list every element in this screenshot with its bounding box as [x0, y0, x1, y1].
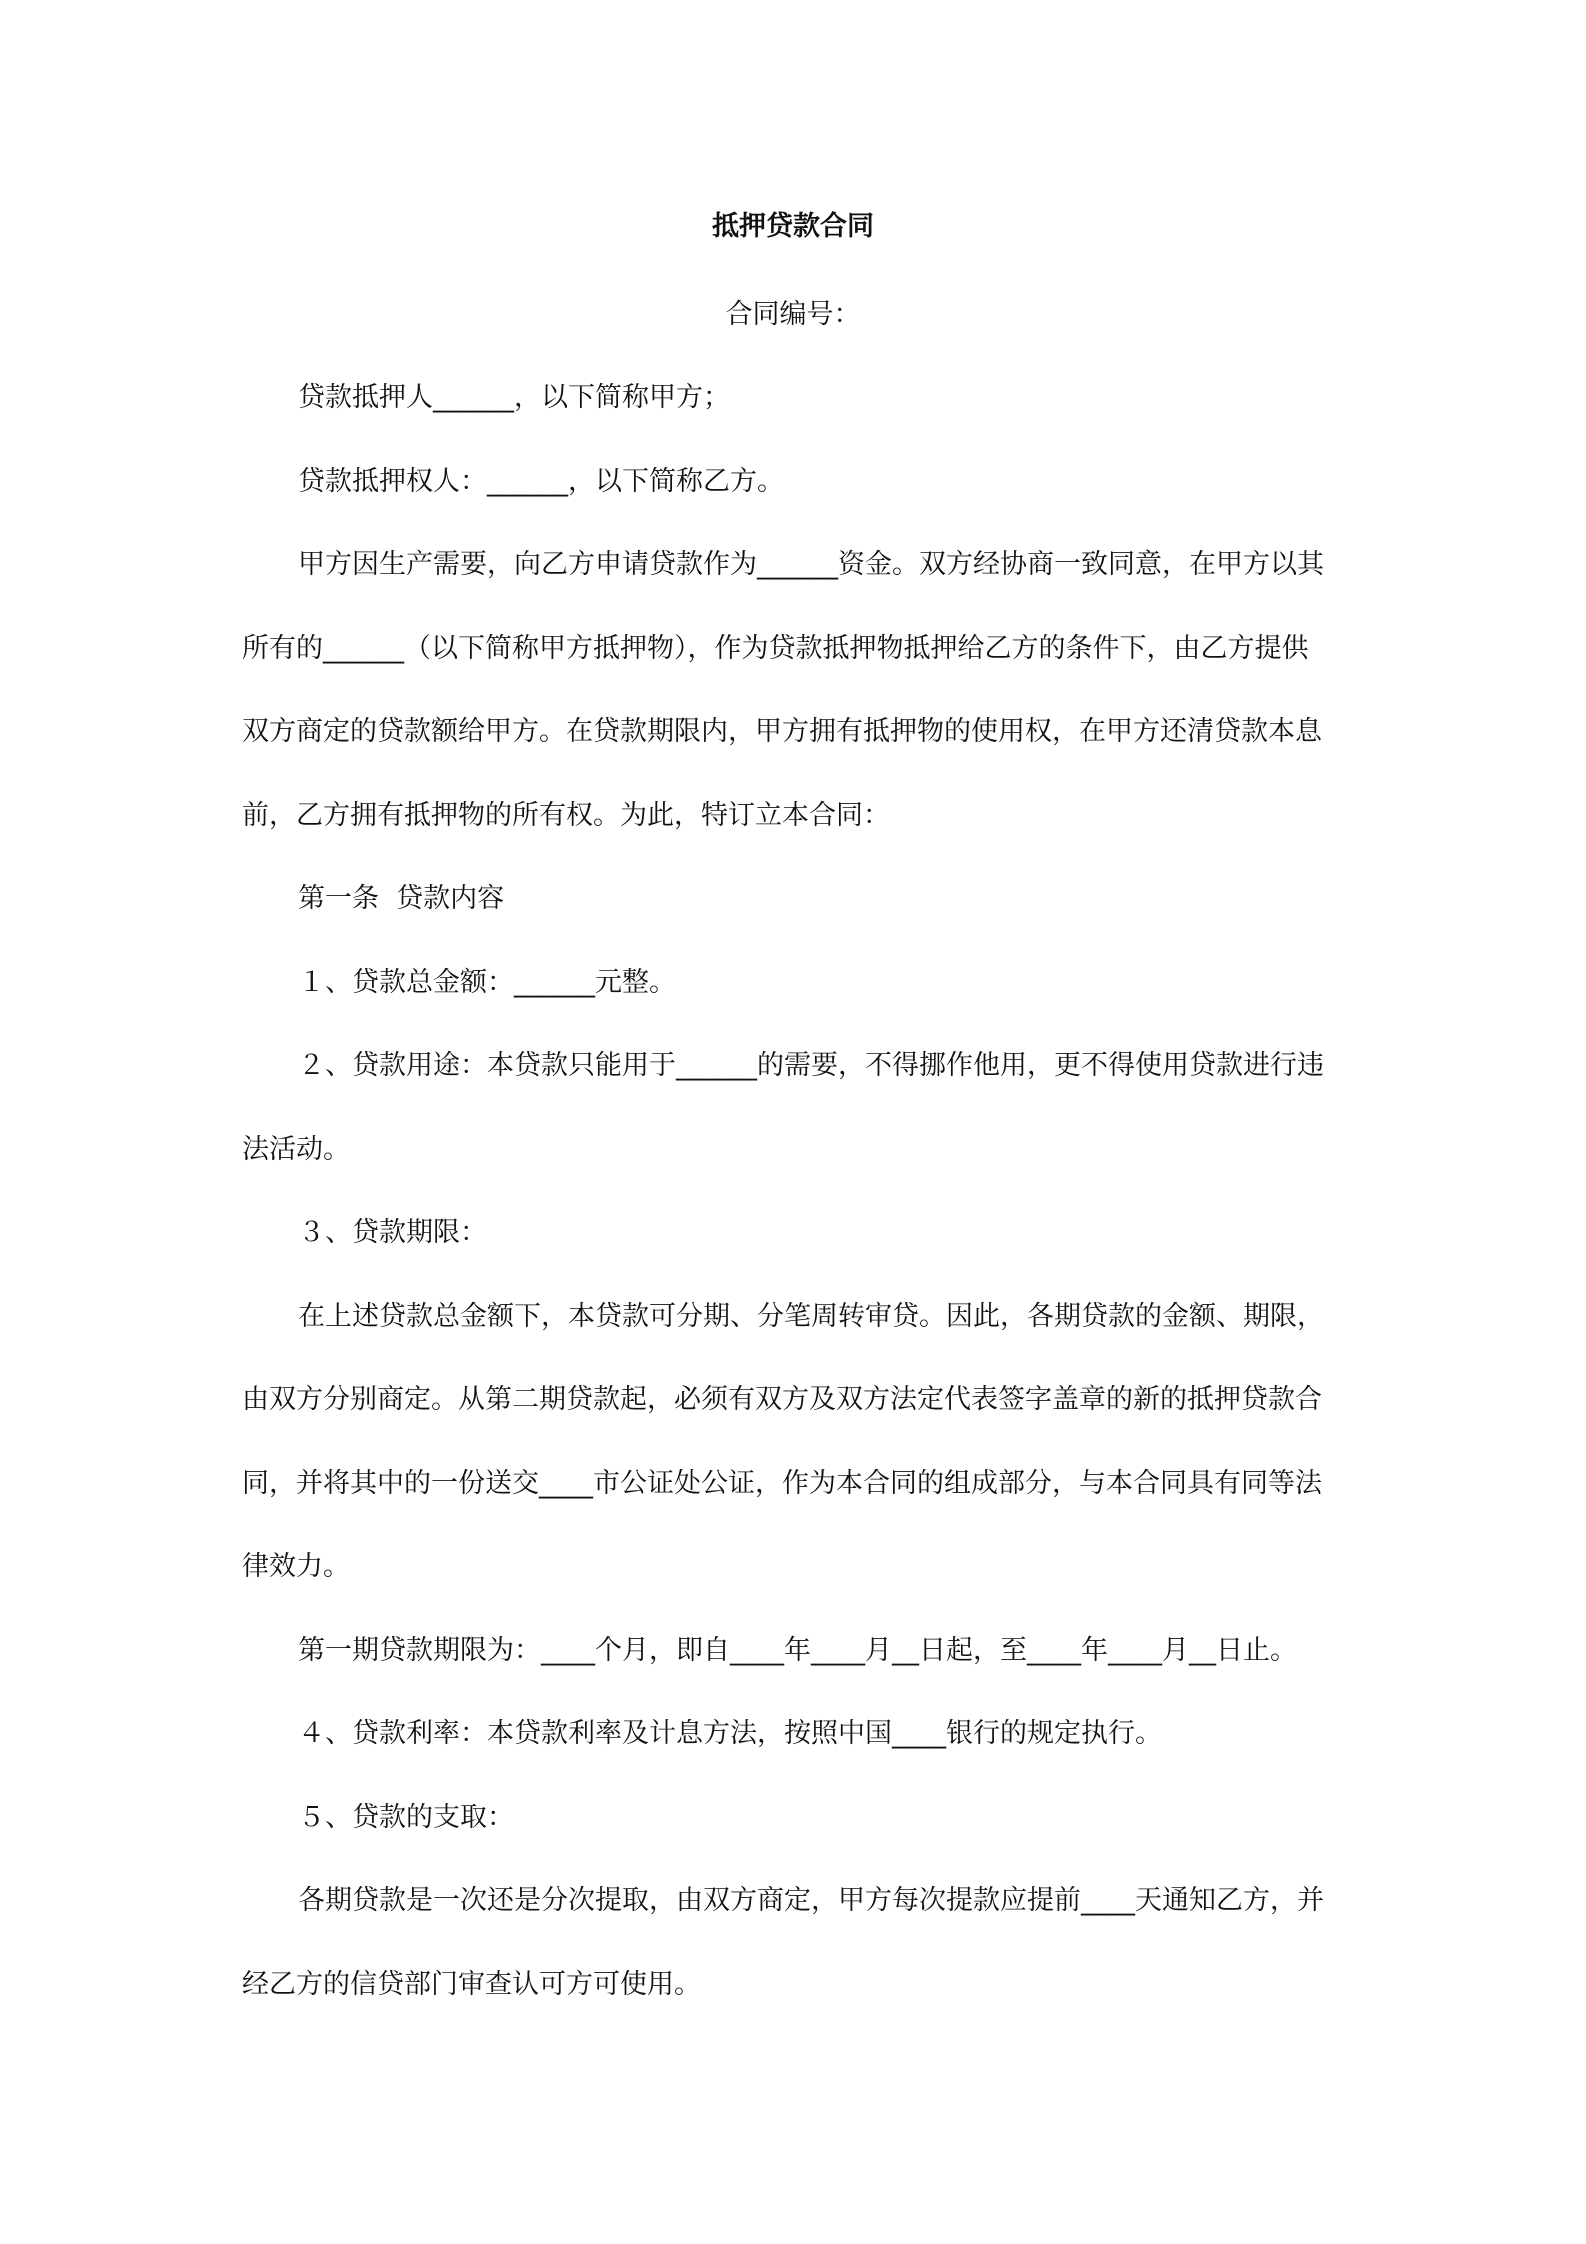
first-term-line: 第一期贷款期限为：____个月，即自____年____月__日起，至____年____月__日止。 — [298, 1635, 1297, 1666]
item3-line-4: 律效力。 — [242, 1551, 350, 1582]
item5-heading: ５、贷款的支取： — [298, 1802, 514, 1833]
preamble-line-1: 甲方因生产需要，向乙方申请贷款作为______资金。双方经协商一致同意，在甲方以其 — [298, 549, 1324, 580]
article1-heading: 第一条 贷款内容 — [298, 883, 505, 914]
document-title: 抵押贷款合同 — [712, 211, 874, 242]
item5-line-2: 经乙方的信贷部门审查认可方可使用。 — [242, 1969, 701, 2000]
item2-line-2: 法活动。 — [242, 1134, 350, 1165]
mortgagor-line: 贷款抵押人______，以下简称甲方； — [298, 382, 730, 413]
item3-line-1: 在上述贷款总金额下，本贷款可分期、分笔周转审贷。因此，各期贷款的金额、期限， — [298, 1301, 1324, 1332]
item1-line: １、贷款总金额：______元整。 — [298, 967, 676, 998]
item5-line-1: 各期贷款是一次还是分次提取，由双方商定，甲方每次提款应提前____天通知乙方，并 — [298, 1885, 1324, 1916]
item2-line-1: ２、贷款用途：本贷款只能用于______的需要，不得挪作他用，更不得使用贷款进行违 — [298, 1050, 1324, 1081]
preamble-line-4: 前，乙方拥有抵押物的所有权。为此，特订立本合同： — [242, 800, 890, 831]
preamble-line-2: 所有的______（以下简称甲方抵押物），作为贷款抵押物抵押给乙方的条件下，由乙方提供 — [242, 633, 1309, 664]
item3-line-3: 同，并将其中的一份送交____市公证处公证，作为本合同的组成部分，与本合同具有同等法 — [242, 1468, 1322, 1499]
preamble-line-3: 双方商定的贷款额给甲方。在贷款期限内，甲方拥有抵押物的使用权，在甲方还清贷款本息 — [242, 716, 1322, 747]
item4-line: ４、贷款利率：本贷款利率及计息方法，按照中国____银行的规定执行。 — [298, 1718, 1162, 1749]
item3-line-2: 由双方分别商定。从第二期贷款起，必须有双方及双方法定代表签字盖章的新的抵押贷款合 — [242, 1384, 1322, 1415]
contract-number: 合同编号： — [725, 299, 861, 330]
mortgagee-line: 贷款抵押权人：______，以下简称乙方。 — [298, 466, 784, 497]
item3-heading: ３、贷款期限： — [298, 1217, 487, 1248]
